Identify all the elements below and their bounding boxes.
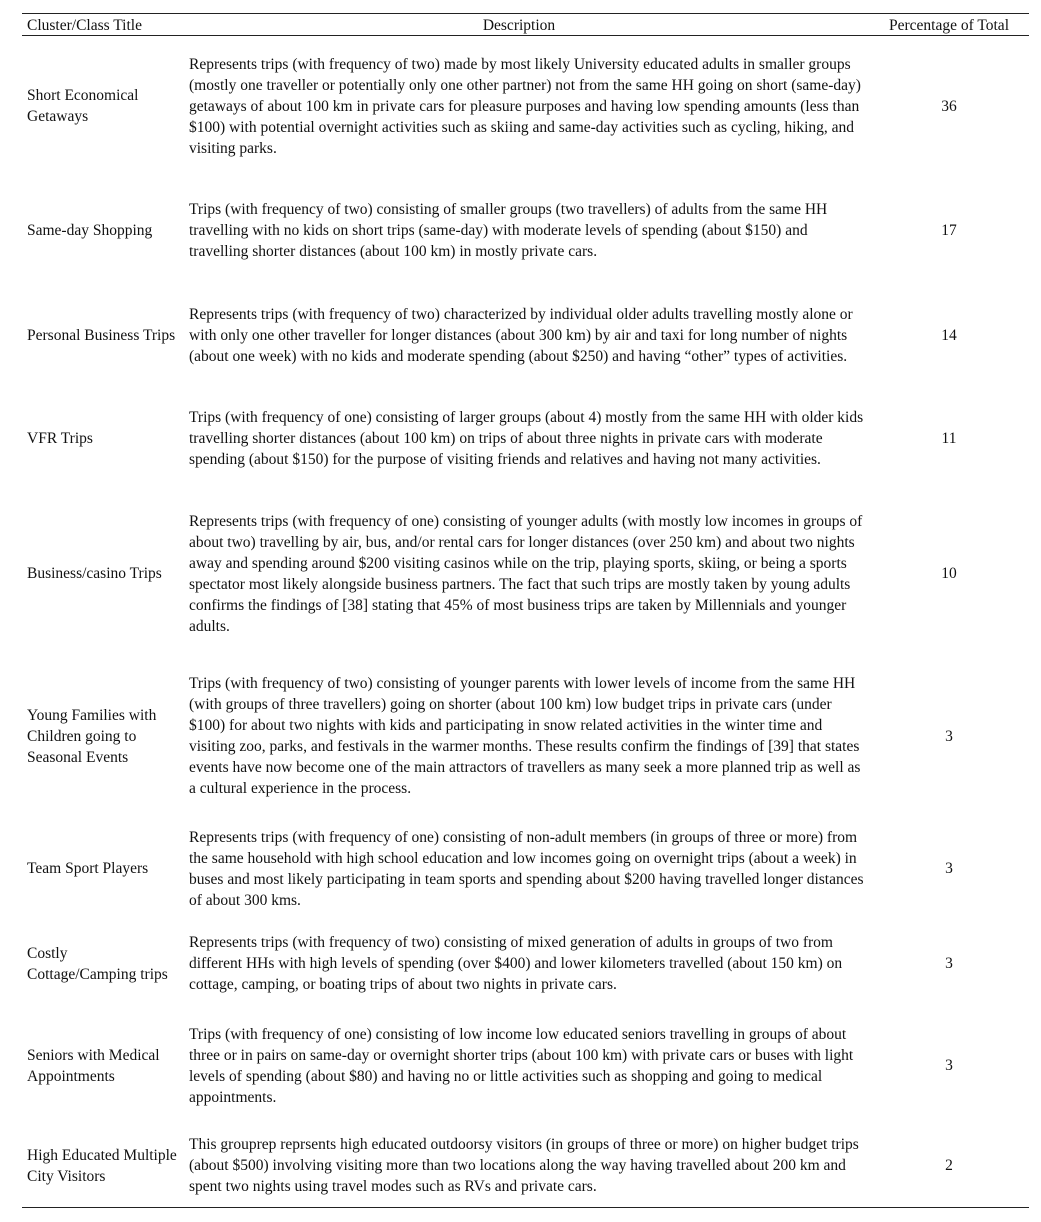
- table-row: [22, 919, 1029, 1008]
- table-row: [22, 291, 1029, 380]
- row-description: Represents trips (with frequency of two) characterized by individual older adults travelling mostly alone or with only one other traveller for longer distances (about 300 km) by air and taxi for long number of nights (about one week) with no kids and moderate spending (about $250) and having “other” types of activities.: [189, 306, 853, 365]
- row-title: VFR Trips: [27, 430, 93, 447]
- header-percentage: Percentage of Total: [889, 17, 1009, 34]
- table-bottom-rule: [22, 1207, 1029, 1208]
- row-title: High Educated Multiple City Visitors: [27, 1146, 177, 1185]
- row-title: Short Economical Getaways: [27, 87, 139, 125]
- table-row: [22, 508, 1029, 639]
- row-percent: 10: [941, 565, 957, 582]
- row-title: Seniors with Medical Appointments: [27, 1046, 160, 1085]
- row-title: Business/casino Trips: [27, 565, 162, 582]
- row-title: Costly Cottage/Camping trips: [27, 944, 168, 983]
- row-title: Same-day Shopping: [27, 222, 153, 239]
- table-row: [22, 197, 1029, 264]
- table-row: [22, 1021, 1029, 1110]
- row-title: Young Families with Children going to Seasonal Events: [27, 706, 157, 766]
- row-percent: 17: [941, 222, 957, 239]
- table-row: [22, 51, 1029, 161]
- table-row: [22, 1122, 1029, 1209]
- header-description: Description: [482, 17, 556, 34]
- row-description: Represents trips (with frequency of one) consisting of non-adult members (in groups of three or more) from the same household with high school education and low incomes going on overnight trips (about a week) in buses and most likely participating in team sports and spending about $200 having travelled longer distances of about 300 kms.: [189, 828, 864, 909]
- table-header: [22, 14, 1029, 35]
- row-percent: 3: [945, 1057, 953, 1074]
- cluster-table: [22, 13, 1029, 36]
- row-percent: 3: [945, 860, 953, 877]
- table-header-rule: [22, 35, 1029, 36]
- row-percent: 36: [941, 97, 957, 115]
- row-description: Represents trips (with frequency of two) made by most likely University educated adults in smaller groups (mostly one traveller or potentially only one other partner) not from the same HH going on short (same-day) getaways of about 100 km in private cars for pleasure purposes and having low spending amounts (less than $100) with potential overnight activities such as skiing and same-day activities such as cycling, hiking, and visiting parks.: [189, 55, 861, 157]
- row-description: This grouprep reprsents high educated outdoorsy visitors (in groups of three or more) on higher budget trips (about $500) involving visiting more than two locations along the way having travelled about 200 km and spent two nights using travel modes such as RVs and private cars.: [189, 1136, 859, 1195]
- table-row: [22, 660, 1029, 812]
- row-description: Trips (with frequency of two) consisting of younger parents with lower levels of income from the same HH (with groups of three travellers) going on shorter (about 100 km) low budget trips in private cars (under $100) for about two nights with kids and participating in snow related activities in the winter time and visiting zoo, parks, and festivals in the warmer months. These results confirm the findings of [39] that states events have now become one of the main attractors of travellers as many seek a more planned trip as well as a cultural experience in the process.: [189, 675, 861, 797]
- row-description: Represents trips (with frequency of one) consisting of younger adults (with mostly low incomes in groups of about two) travelling by air, bus, and/or rental cars for longer distances (over 250 km) and about two nights away and spending around $200 visiting casinos while on the trip, playing sports, skiing, or being a sports spectator most likely alongside business partners. The fact that such trips are mostly taken by young adults confirms the findings of [38] stating that 45% of most business trips are taken by Millennials and younger adults.: [189, 512, 863, 635]
- row-percent: 3: [945, 727, 953, 745]
- row-title: Personal Business Trips: [27, 327, 176, 344]
- row-description: Trips (with frequency of one) consisting of larger groups (about 4) mostly from the same HH with older kids travelling shorter distances (about 100 km) on trips of about three nights in private cars with moderate spending (about $150) for the purpose of visiting friends and relatives and having not many activities.: [189, 409, 864, 468]
- row-title: Team Sport Players: [27, 860, 149, 877]
- row-description: Represents trips (with frequency of two) consisting of mixed generation of adults in groups of two from different HHs with high levels of spending (over $400) and lower kilometers travelled (about 150 km) on cottage, camping, or boating trips of about two nights in private cars.: [189, 934, 843, 993]
- row-percent: 3: [945, 955, 953, 972]
- table-row: [22, 824, 1029, 913]
- row-description: Trips (with frequency of two) consisting of smaller groups (two travellers) of adults from the same HH travelling with no kids on short trips (same-day) with moderate levels of spending (about $150) and travelling shorter distances (about 100 km) in mostly private cars.: [189, 201, 828, 260]
- row-percent: 2: [945, 1157, 953, 1174]
- row-percent: 14: [941, 327, 957, 344]
- header-cluster-title: Cluster/Class Title: [27, 17, 142, 34]
- table-row: [22, 394, 1029, 483]
- row-description: Trips (with frequency of one) consisting of low income low educated seniors travelling in groups of about three or in pairs on same-day or overnight shorter trips (about 100 km) with private cars or buses with light levels of spending (about $80) and having no or little activities such as shopping and going to medical appointments.: [189, 1025, 854, 1106]
- row-percent: 11: [941, 430, 957, 447]
